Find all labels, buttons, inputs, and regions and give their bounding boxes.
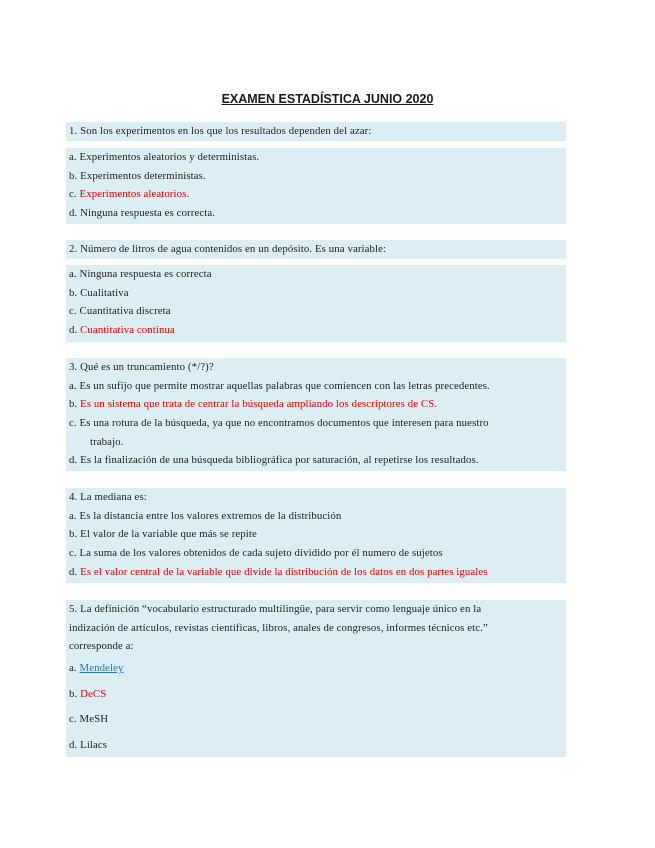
question-1-options (66, 148, 566, 224)
q5-option-d[interactable]: d. Lilacs (69, 738, 108, 751)
correct-answer: DeCS (80, 687, 107, 700)
exam-title: EXAMEN ESTADÍSTICA JUNIO 2020 (221, 92, 434, 106)
q4-option-a[interactable]: a. Es la distancia entre los valores extremos de la distribución (69, 509, 342, 522)
question-5-text-line-1: 5. La definición “vocabulario estructurado multilingüe, para servir como lenguaje único en la (69, 603, 482, 615)
q5-option-a[interactable]: a. Mendeley (69, 662, 124, 675)
q3-option-c-continued: trabajo. (90, 435, 124, 448)
question-5-box (66, 600, 566, 757)
q4-option-b[interactable]: b. El valor de la variable que más se repite (69, 528, 257, 541)
question-4-text: 4. La mediana es: (69, 491, 147, 503)
mendeley-link[interactable]: Mendeley (79, 662, 124, 675)
q4-option-c[interactable]: c. La suma de los valores obtenidos de cada sujeto dividido por él numero de sujetos (69, 547, 443, 560)
q1-option-b[interactable]: b. Experimentos deterministas. (69, 169, 206, 182)
q1-option-d[interactable]: d. Ninguna respuesta es correcta. (69, 207, 216, 220)
q2-option-b[interactable]: b. Cualitativa (69, 286, 129, 299)
question-2-text: 2. Número de litros de agua contenidos en un depósito. Es una variable: (69, 243, 387, 255)
q3-option-a[interactable]: a. Es un sufijo que permite mostrar aquellas palabras que comiencen con las letras precedentes. (69, 379, 490, 392)
q3-option-b[interactable]: b. Es un sistema que trata de centrar la búsqueda ampliando los descriptores de CS. (69, 398, 438, 411)
q5-option-c[interactable]: c. MeSH (69, 713, 109, 726)
q3-option-d[interactable]: d. Es la finalización de una búsqueda bibliográfica por saturación, al repetirse los resultados. (69, 454, 479, 467)
question-2-box (66, 240, 566, 259)
correct-answer: Experimentos aleatorios. (79, 188, 190, 201)
question-2-options (66, 265, 566, 342)
q2-option-d[interactable]: d. Cuantitativa continua (69, 324, 175, 337)
question-4-box (66, 488, 566, 583)
correct-answer: Es un sistema que trata de centrar la búsqueda ampliando los descriptores de CS. (80, 398, 438, 411)
q5-option-b[interactable]: b. DeCS (69, 687, 107, 700)
question-5-text-line-2: indización de artículos, revistas científicas, libros, anales de congresos, informes técnicos etc.” (69, 621, 488, 634)
question-1-text: 1. Son los experimentos en los que los resultados dependen del azar: (69, 125, 372, 137)
question-1-box (66, 122, 566, 141)
q1-option-c[interactable]: c. Experimentos aleatorios. (69, 188, 190, 201)
q2-option-a[interactable]: a. Ninguna respuesta es correcta (69, 268, 212, 280)
question-5-text-line-3: corresponde a: (69, 640, 134, 653)
q3-option-c[interactable]: c. Es una rotura de la búsqueda, ya que no encontramos documentos que interesen para nuestro (69, 417, 489, 430)
q2-option-c[interactable]: c. Cuantitativa discreta (69, 305, 171, 318)
question-3-text: 3. Qué es un truncamiento (*/?)? (69, 361, 214, 373)
question-3-box (66, 358, 566, 471)
q4-option-d[interactable]: d. Es el valor central de la variable que divide la distribución de los datos en dos partes iguales (69, 565, 488, 578)
correct-answer: Es el valor central de la variable que divide la distribución de los datos en dos partes iguales (80, 565, 488, 578)
correct-answer: Cuantitativa continua (80, 324, 175, 337)
q1-option-a[interactable]: a. Experimentos aleatorios y deterministas. (69, 151, 260, 163)
